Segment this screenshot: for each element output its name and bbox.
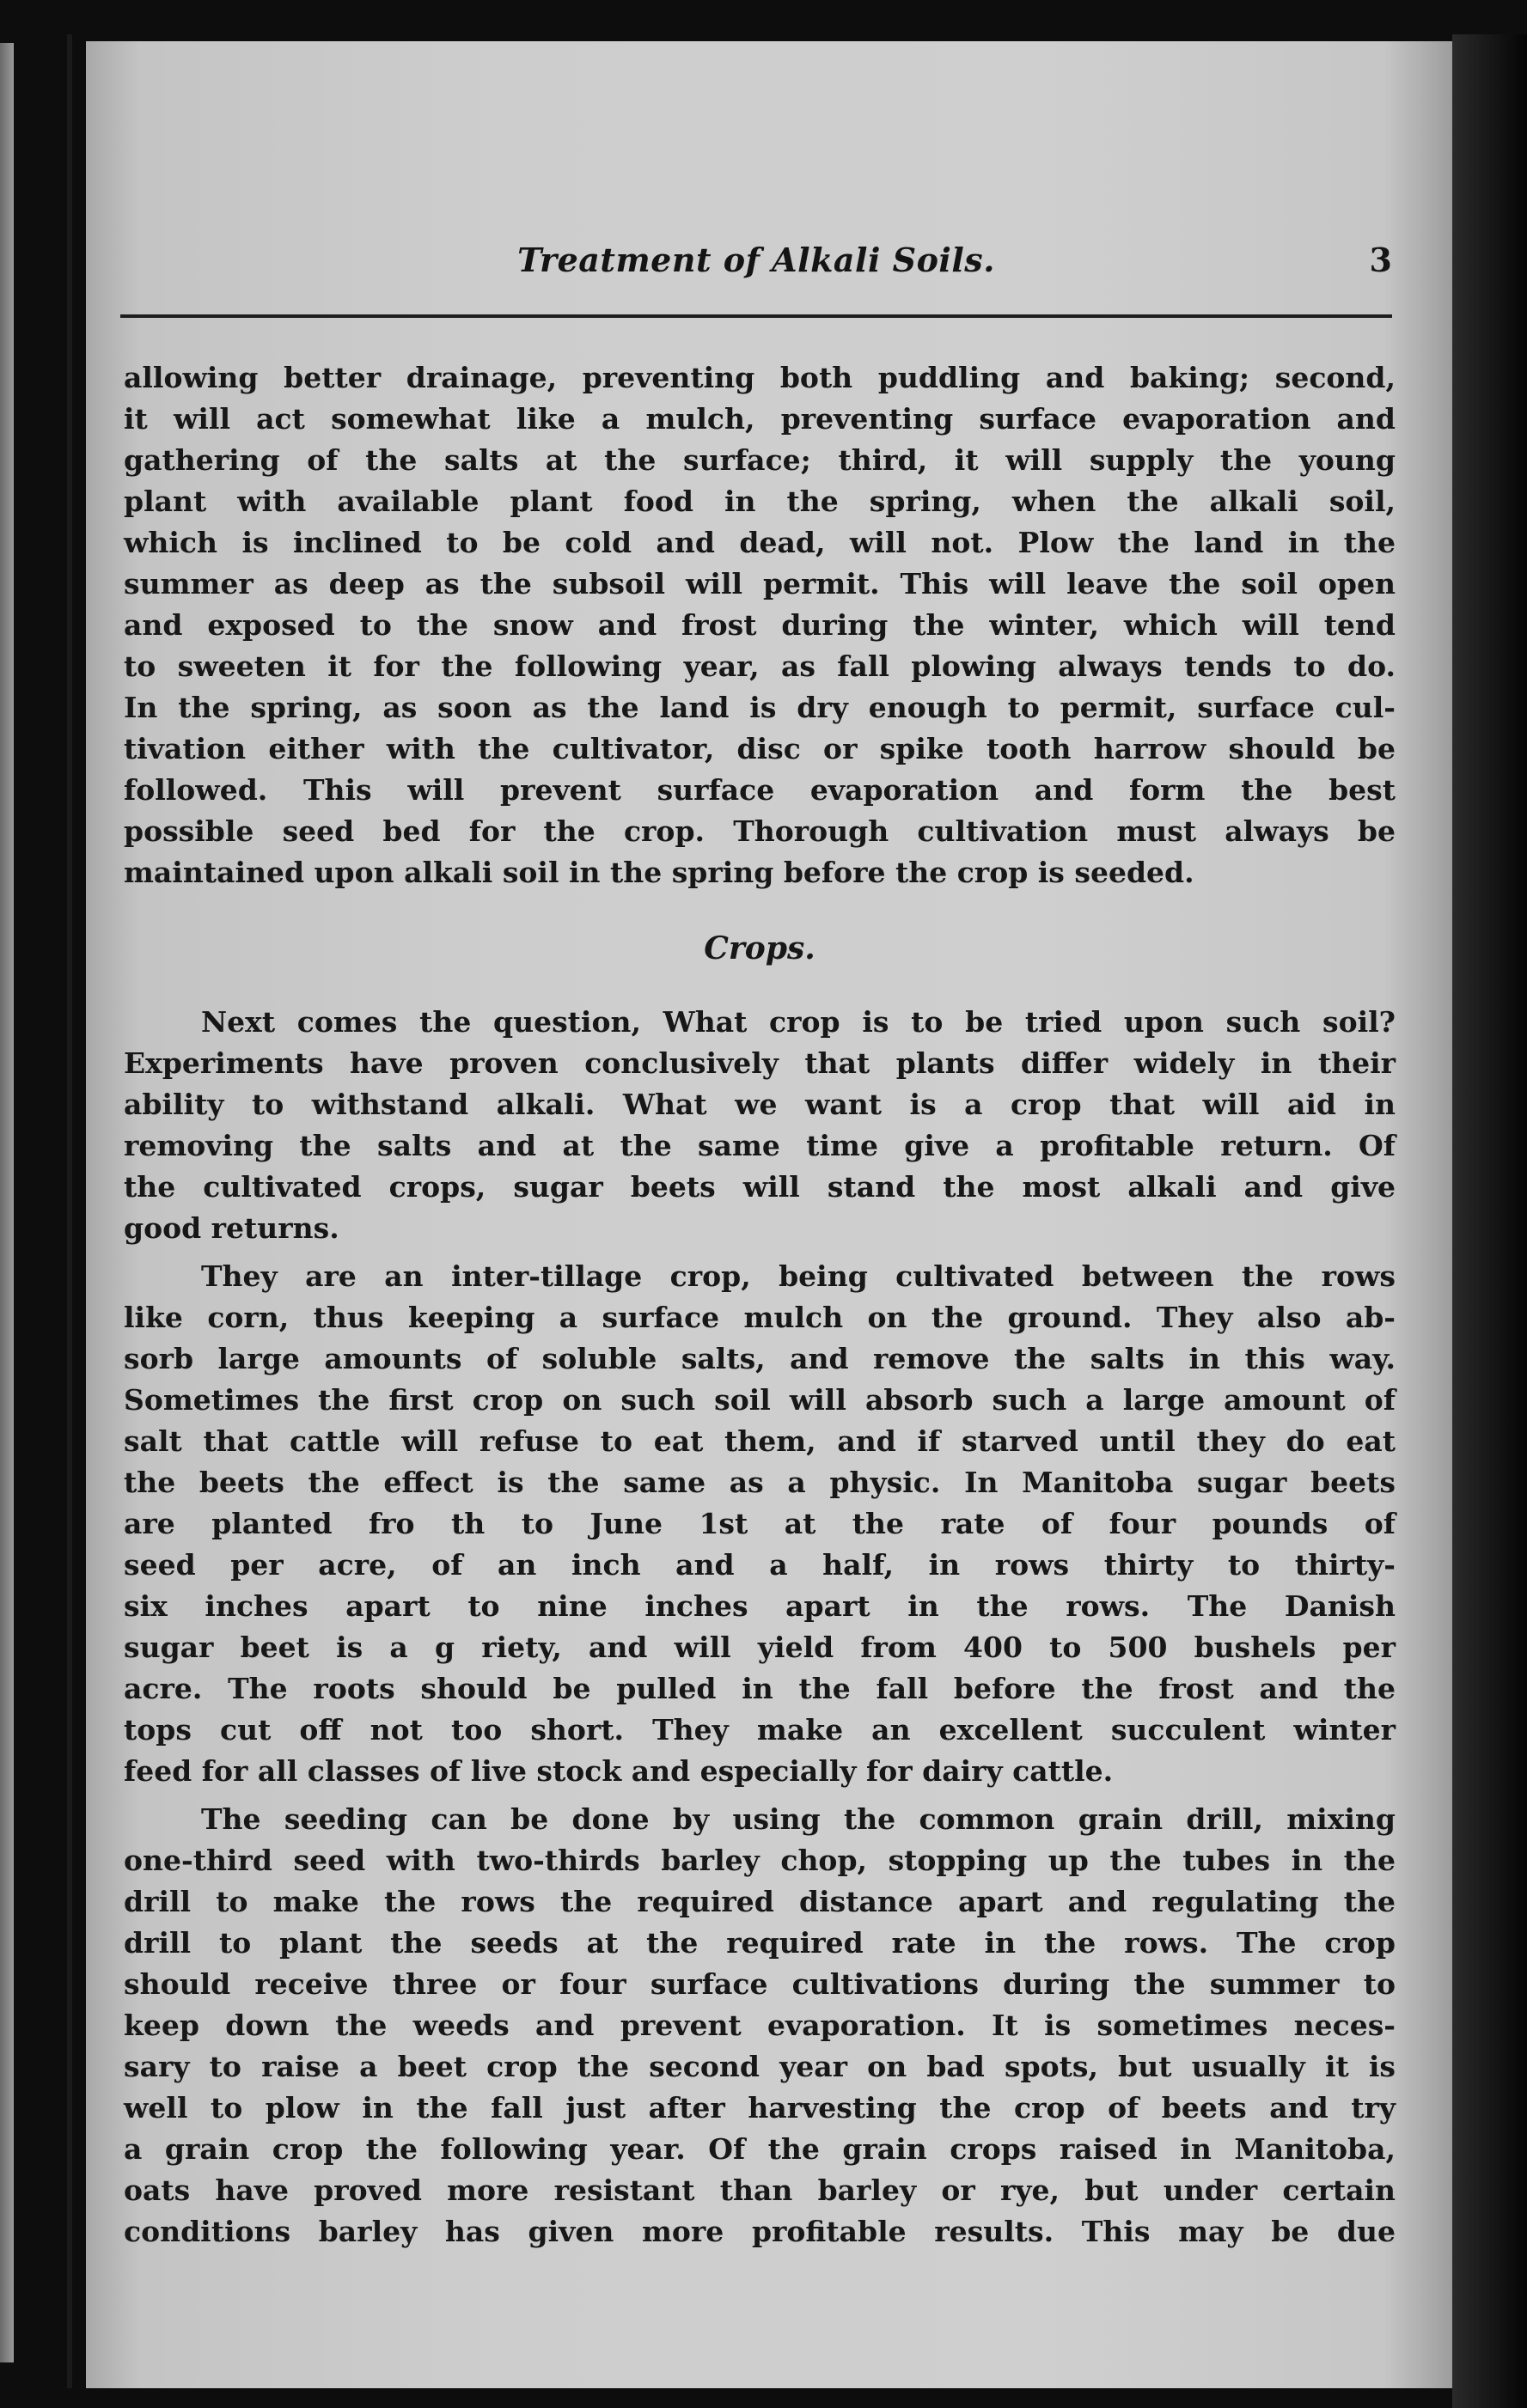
text-line: and exposed to the snow and frost during the winter, which will tend bbox=[124, 608, 1396, 642]
paragraph-2 bbox=[124, 1002, 1396, 1249]
text-line: followed. This will prevent surface evaporation and form the best bbox=[124, 773, 1396, 807]
text-line: They are an inter-tillage crop, being cultivated between the rows bbox=[201, 1259, 1396, 1293]
text-line: plant with available plant food in the spring, when the alkali soil, bbox=[124, 485, 1396, 518]
right-margin-shadow bbox=[1452, 34, 1527, 2408]
paragraph-4 bbox=[124, 1799, 1396, 2253]
text-line: gathering of the salts at the surface; third, it will supply the young bbox=[124, 443, 1396, 477]
body-text bbox=[124, 357, 1396, 2253]
adjacent-page-edge bbox=[0, 43, 14, 2362]
text-line: conditions barley has given more profitable results. This may be due bbox=[124, 2215, 1396, 2248]
text-line: good returns. bbox=[124, 1211, 339, 1245]
text-line: removing the salts and at the same time give a profitable return. Of bbox=[124, 1129, 1396, 1162]
text-line: acre. The roots should be pulled in the fall before the frost and the bbox=[124, 1672, 1396, 1705]
paragraph-1 bbox=[124, 357, 1396, 893]
text-line: seed per acre, of an inch and a half, in rows thirty to thirty- bbox=[124, 1548, 1396, 1582]
text-line: In the spring, as soon as the land is dry enough to permit, surface cul- bbox=[124, 691, 1396, 724]
text-line: a grain crop the following year. Of the grain crops raised in Manitoba, bbox=[124, 2132, 1396, 2166]
text-line: Experiments have proven conclusively that plants differ widely in their bbox=[124, 1046, 1396, 1080]
running-head bbox=[120, 241, 1392, 292]
text-line: The seeding can be done by using the common grain drill, mixing bbox=[201, 1802, 1396, 1836]
text-line: allowing better drainage, preventing both puddling and baking; second, bbox=[124, 361, 1396, 394]
binding-shadow bbox=[67, 34, 72, 2388]
book-page bbox=[86, 41, 1452, 2388]
paragraph-gap bbox=[124, 1249, 1396, 1256]
text-line: the cultivated crops, sugar beets will stand the most alkali and give bbox=[124, 1170, 1396, 1204]
text-line: maintained upon alkali soil in the spring before the crop is seeded. bbox=[124, 856, 1194, 889]
paragraph-3 bbox=[124, 1256, 1396, 1792]
text-line: drill to plant the seeds at the required rate in the rows. The crop bbox=[124, 1926, 1396, 1960]
text-line: are planted fro th to June 1st at the rate of four pounds of bbox=[124, 1507, 1396, 1540]
text-line: it will act somewhat like a mulch, preventing surface evaporation and bbox=[124, 402, 1396, 436]
text-line: Next comes the question, What crop is to be tried upon such soil? bbox=[201, 1005, 1396, 1039]
text-line: sorb large amounts of soluble salts, and remove the salts in this way. bbox=[124, 1342, 1396, 1375]
page-number: 3 bbox=[1369, 241, 1392, 279]
running-title: Treatment of Alkali Soils. bbox=[517, 241, 995, 279]
section-heading: Crops. bbox=[704, 930, 815, 966]
text-line: possible seed bed for the crop. Thorough cultivation must always be bbox=[124, 814, 1396, 848]
text-line: Sometimes the first crop on such soil will absorb such a large amount of bbox=[124, 1383, 1396, 1417]
text-line: sugar beet is a g riety, and will yield from 400 to 500 bushels per bbox=[124, 1631, 1396, 1664]
text-line: the beets the effect is the same as a physic. In Manitoba sugar beets bbox=[124, 1466, 1396, 1499]
text-line: to sweeten it for the following year, as fall plowing always tends to do. bbox=[124, 649, 1396, 683]
text-line: keep down the weeds and prevent evaporation. It is sometimes neces- bbox=[124, 2009, 1396, 2042]
text-line: well to plow in the fall just after harvesting the crop of beets and try bbox=[124, 2091, 1396, 2125]
text-line: six inches apart to nine inches apart in the rows. The Danish bbox=[124, 1589, 1396, 1623]
text-line: drill to make the rows the required distance apart and regulating the bbox=[124, 1885, 1396, 1918]
text-line: ability to withstand alkali. What we want is a crop that will aid in bbox=[124, 1088, 1396, 1121]
paragraph-gap bbox=[124, 1792, 1396, 1799]
text-line: summer as deep as the subsoil will permit. This will leave the soil open bbox=[124, 567, 1396, 600]
text-line: which is inclined to be cold and dead, will not. Plow the land in the bbox=[124, 526, 1396, 559]
text-line: should receive three or four surface cultivations during the summer to bbox=[124, 1967, 1396, 2001]
text-line: one-third seed with two-thirds barley chop, stopping up the tubes in the bbox=[124, 1844, 1396, 1877]
text-line: tivation either with the cultivator, disc or spike tooth harrow should be bbox=[124, 732, 1396, 765]
header-rule bbox=[120, 314, 1392, 318]
text-line: salt that cattle will refuse to eat them, and if starved until they do eat bbox=[124, 1424, 1396, 1458]
text-line: sary to raise a beet crop the second year on bad spots, but usually it is bbox=[124, 2050, 1396, 2083]
text-line: oats have proved more resistant than barley or rye, but under certain bbox=[124, 2173, 1396, 2207]
text-line: like corn, thus keeping a surface mulch on the ground. They also ab- bbox=[124, 1301, 1396, 1334]
text-line: tops cut off not too short. They make an excellent succulent winter bbox=[124, 1713, 1396, 1747]
text-line: feed for all classes of live stock and especially for dairy cattle. bbox=[124, 1754, 1114, 1788]
